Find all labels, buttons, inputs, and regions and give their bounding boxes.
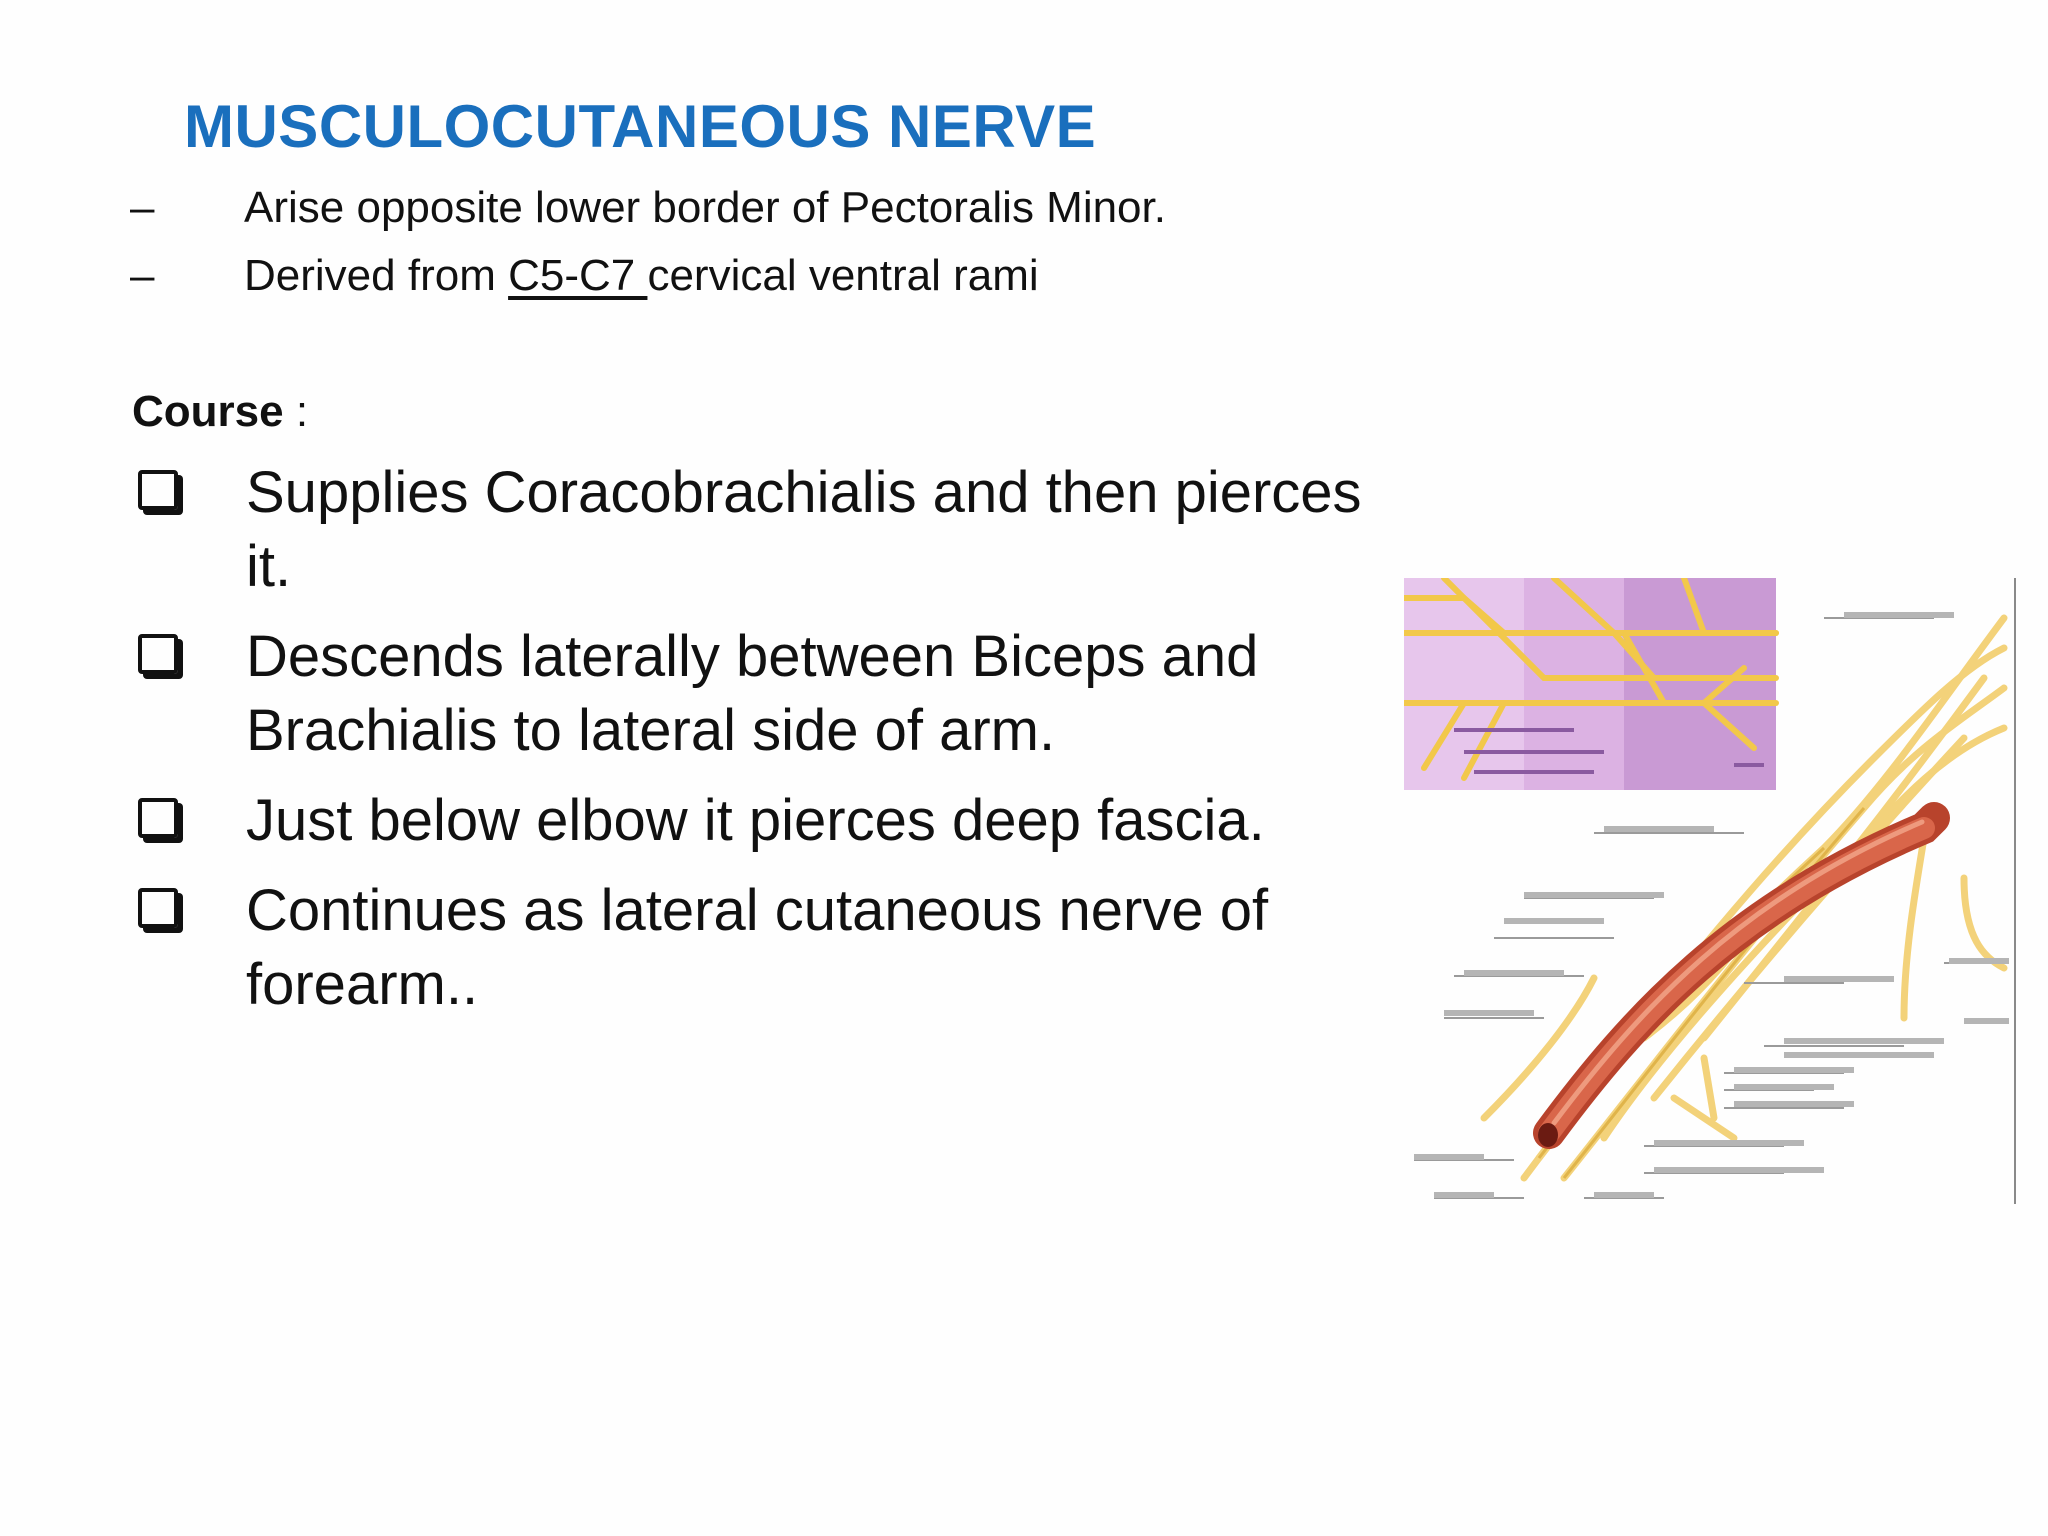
intro-item xyxy=(130,248,1430,316)
intro-list xyxy=(130,180,1430,316)
checkbox-bullet-icon xyxy=(138,888,178,928)
course-list xyxy=(132,456,1382,1038)
checkbox-bullet-icon xyxy=(138,470,178,510)
course-item-text: Continues as lateral cutaneous nerve of forearm.. xyxy=(246,878,1269,1017)
course-label: Course xyxy=(132,387,284,436)
course-item-text: Descends laterally between Biceps and Brachialis to lateral side of arm. xyxy=(246,624,1259,763)
course-item xyxy=(132,620,1382,768)
intro-text xyxy=(244,248,1039,304)
dash-marker: – xyxy=(130,251,155,300)
intro-text: Arise opposite lower border of Pectoralis Minor. xyxy=(244,183,1166,232)
course-item xyxy=(132,784,1382,858)
checkbox-bullet-icon xyxy=(138,634,178,674)
slide-title: MUSCULOCUTANEOUS NERVE xyxy=(184,93,1097,160)
intro-suffix: cervical ventral rami xyxy=(647,251,1039,300)
figure-edge xyxy=(2014,578,2016,1204)
intro-item xyxy=(130,180,1430,248)
course-colon: : xyxy=(283,387,309,436)
course-item xyxy=(132,874,1382,1022)
course-item xyxy=(132,456,1382,604)
intro-prefix: Derived from xyxy=(244,251,509,300)
brachial-plexus-illustration-icon xyxy=(1404,578,2016,1204)
checkbox-bullet-icon xyxy=(138,798,178,838)
course-item-text: Supplies Coracobrachialis and then pierces it. xyxy=(246,460,1362,599)
brachial-plexus-figure xyxy=(1404,578,2016,1204)
dash-marker: – xyxy=(130,183,155,232)
course-item-text: Just below elbow it pierces deep fascia. xyxy=(246,788,1265,853)
spinal-levels: C5-C7 xyxy=(508,251,648,300)
course-heading xyxy=(132,384,308,440)
